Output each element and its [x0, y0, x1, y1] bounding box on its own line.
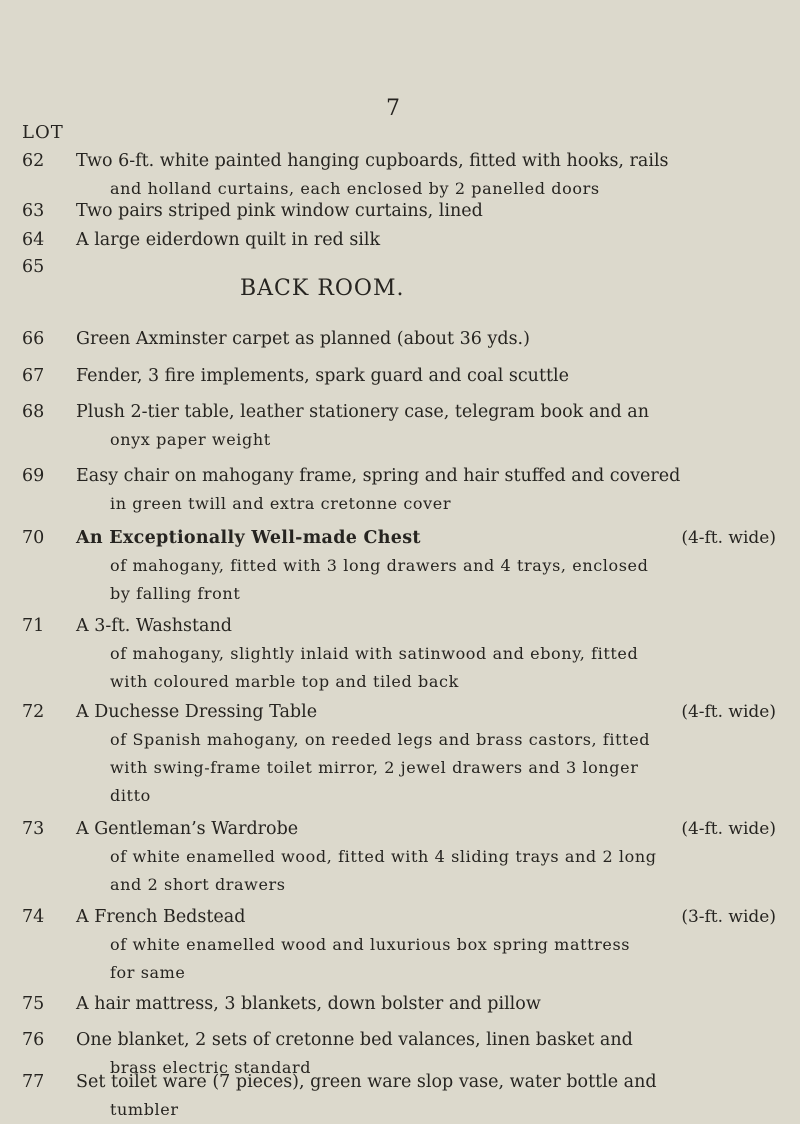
lot-description: Two 6-ft. white painted hanging cupboards, fitted with hooks, rails: [76, 151, 669, 171]
lot-description-cont: with swing-frame toilet mirror, 2 jewel drawers and 3 longer: [110, 758, 639, 777]
lot-number: 62: [22, 151, 45, 171]
lot-heading: A Duchesse Dressing Table: [76, 702, 318, 722]
lot-description-cont: and holland curtains, each enclosed by 2 panelled doors: [110, 179, 600, 198]
lot-entry: [22, 462, 776, 518]
section-title: BACK ROOM.: [240, 276, 405, 301]
lot-number: 76: [22, 1030, 45, 1050]
lot-entry: [22, 698, 776, 810]
lot-entry: [22, 903, 776, 987]
lot-number: 63: [22, 201, 45, 221]
lot-description: A hair mattress, 3 blankets, down bolster and pillow: [76, 994, 541, 1014]
lot-entry: [22, 1068, 776, 1124]
lot-dimension: (4-ft. wide): [681, 528, 776, 548]
lot-description-cont: of mahogany, fitted with 3 long drawers and 4 trays, enclosed: [110, 556, 649, 575]
lot-description: Green Axminster carpet as planned (about 36 yds.): [76, 329, 530, 349]
lot-number: 64: [22, 230, 45, 250]
lot-number: 66: [22, 329, 45, 349]
lot-entry: [22, 990, 776, 1018]
lot-description-cont: by falling front: [110, 584, 241, 603]
lot-number: 68: [22, 402, 45, 422]
lot-number: 75: [22, 994, 45, 1014]
lot-entry: [22, 524, 776, 608]
lot-column-header: LOT: [22, 122, 64, 143]
lot-dimension: (4-ft. wide): [681, 819, 776, 839]
lot-description-cont: of mahogany, slightly inlaid with satinwood and ebony, fitted: [110, 644, 639, 663]
lot-number: 69: [22, 466, 45, 486]
lot-number: 65: [22, 257, 45, 277]
lot-entry: [22, 362, 776, 390]
lot-description-cont: and 2 short drawers: [110, 875, 286, 894]
lot-description-cont: of white enamelled wood, fitted with 4 sliding trays and 2 long: [110, 847, 657, 866]
lot-description-cont: in green twill and extra cretonne cover: [110, 494, 452, 513]
lot-description: Two pairs striped pink window curtains, lined: [76, 201, 483, 221]
lot-description-cont: tumbler: [110, 1100, 179, 1119]
lot-description-cont: brass electric standard: [110, 1058, 312, 1077]
lot-entry: [22, 815, 776, 899]
lot-number: 71: [22, 616, 45, 636]
lot-entry: [22, 325, 776, 353]
lot-entry: [22, 612, 776, 696]
lot-heading: An Exceptionally Well-made Chest: [76, 528, 421, 548]
lot-description: One blanket, 2 sets of cretonne bed valances, linen basket and: [76, 1030, 633, 1050]
lot-number: 67: [22, 366, 45, 386]
lot-entry: [22, 398, 776, 454]
lot-description-cont: of Spanish mahogany, on reeded legs and brass castors, fitted: [110, 730, 651, 749]
lot-description-cont: ditto: [110, 786, 151, 805]
lot-heading: A 3-ft. Washstand: [76, 616, 232, 636]
lot-number: 74: [22, 907, 45, 927]
lot-description-cont: of white enamelled wood and luxurious box spring mattress: [110, 935, 631, 954]
lot-description-cont: onyx paper weight: [110, 430, 271, 449]
lot-description: Easy chair on mahogany frame, spring and hair stuffed and covered: [76, 466, 681, 486]
lot-heading: A Gentleman’s Wardrobe: [76, 819, 299, 839]
lot-dimension: (4-ft. wide): [681, 702, 776, 722]
lot-entry: [22, 197, 776, 225]
lot-dimension: (3-ft. wide): [681, 907, 776, 927]
lot-number: 72: [22, 702, 45, 722]
lot-entry: [22, 147, 776, 203]
page-number: 7: [386, 96, 400, 121]
lot-number: 73: [22, 819, 45, 839]
lot-number: 70: [22, 528, 45, 548]
lot-description: Set toilet ware (7 pieces), green ware slop vase, water bottle and: [76, 1072, 657, 1092]
lot-heading: A French Bedstead: [76, 907, 246, 927]
lot-description-cont: for same: [110, 963, 186, 982]
lot-entry: [22, 226, 776, 254]
lot-description: A large eiderdown quilt in red silk: [76, 230, 381, 250]
lot-description: Fender, 3 fire implements, spark guard and coal scuttle: [76, 366, 569, 386]
lot-description-cont: with coloured marble top and tiled back: [110, 672, 459, 691]
lot-description: Plush 2-tier table, leather stationery case, telegram book and an: [76, 402, 650, 422]
lot-number: 77: [22, 1072, 45, 1092]
